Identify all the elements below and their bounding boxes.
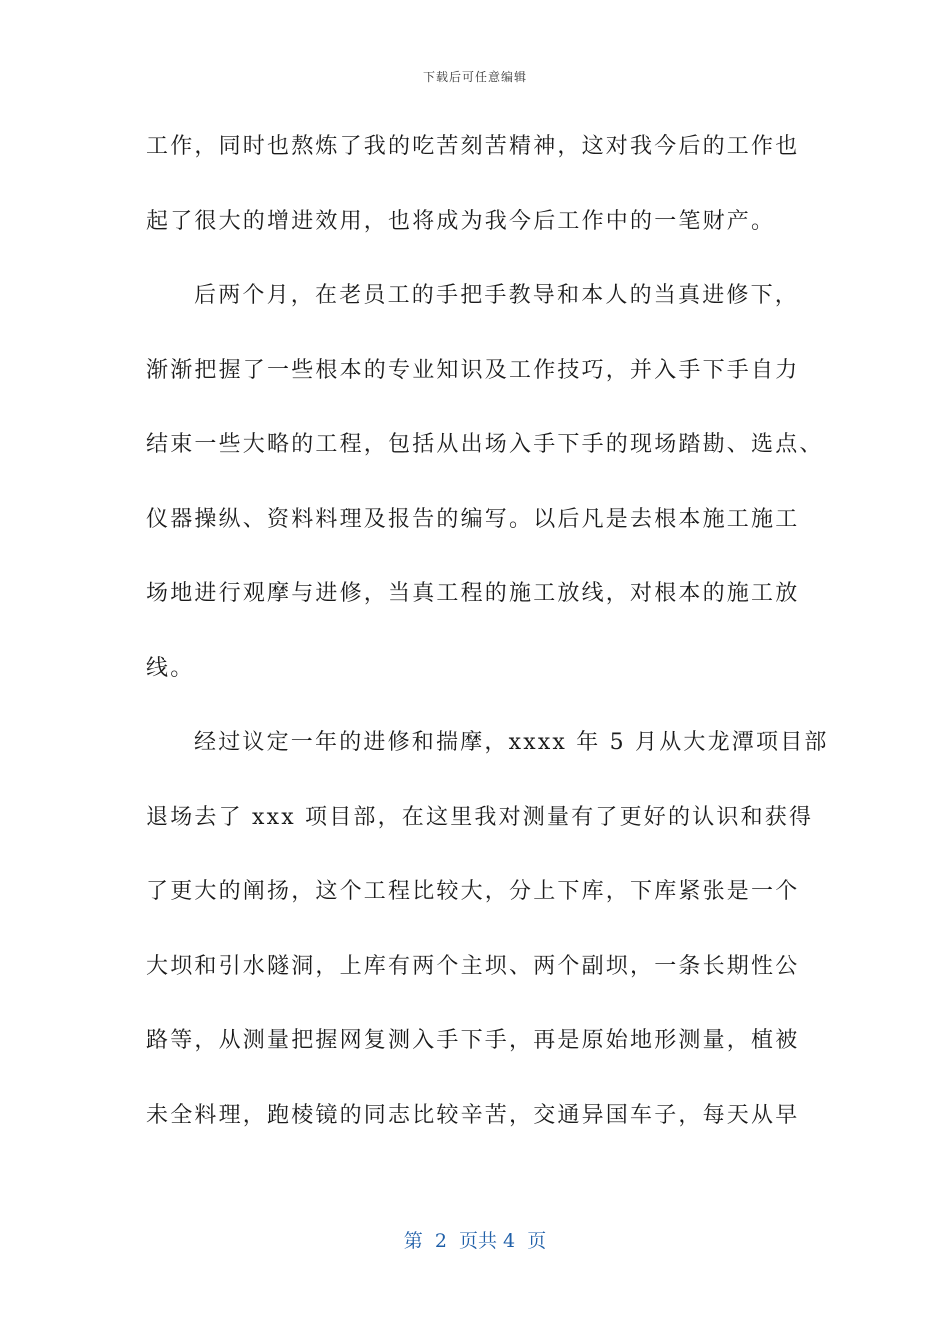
- paragraph-start-line: 经过议定一年的进修和揣摩，xxxx 年 5 月从大龙潭项目部: [194, 730, 829, 755]
- body-text: [146, 120, 829, 1163]
- page-number: 第 2 页共 4 页: [403, 1230, 547, 1252]
- header-note: 下载后可任意编辑: [422, 70, 527, 84]
- text-line: 渐渐把握了一些根本的专业知识及工作技巧，并入手下手自力: [146, 357, 800, 383]
- text-line: 工作，同时也熬炼了我的吃苦刻苦精神，这对我今后的工作也: [146, 134, 800, 159]
- text-line: 结束一些大略的工程，包括从出场入手下手的现场踏勘、选点、: [146, 432, 824, 457]
- text-line: 仪器操纵、资料料理及报告的编写。以后凡是去根本施工施工: [146, 506, 800, 532]
- text-line: 起了很大的增进效用，也将成为我今后工作中的一笔财产。: [146, 208, 776, 234]
- paragraph-start-line: 后两个月，在老员工的手把手教导和本人的当真进修下，: [194, 283, 800, 308]
- text-line: 场地进行观摩与进修，当真工程的施工放线，对根本的施工放: [146, 581, 800, 606]
- text-line: 退场去了 xxx 项目部，在这里我对测量有了更好的认识和获得: [146, 804, 814, 830]
- text-line: 路等，从测量把握网复测入手下手，再是原始地形测量，植被: [146, 1028, 800, 1053]
- text-line: 线。: [146, 655, 195, 681]
- text-line: 了更大的阐扬，这个工程比较大，分上下库，下库紧张是一个: [146, 879, 800, 904]
- text-line: 未全料理，跑棱镜的同志比较辛苦，交通异国车子，每天从早: [146, 1102, 800, 1128]
- text-line: 大坝和引水隧洞，上库有两个主坝、两个副坝，一条长期性公: [146, 953, 800, 979]
